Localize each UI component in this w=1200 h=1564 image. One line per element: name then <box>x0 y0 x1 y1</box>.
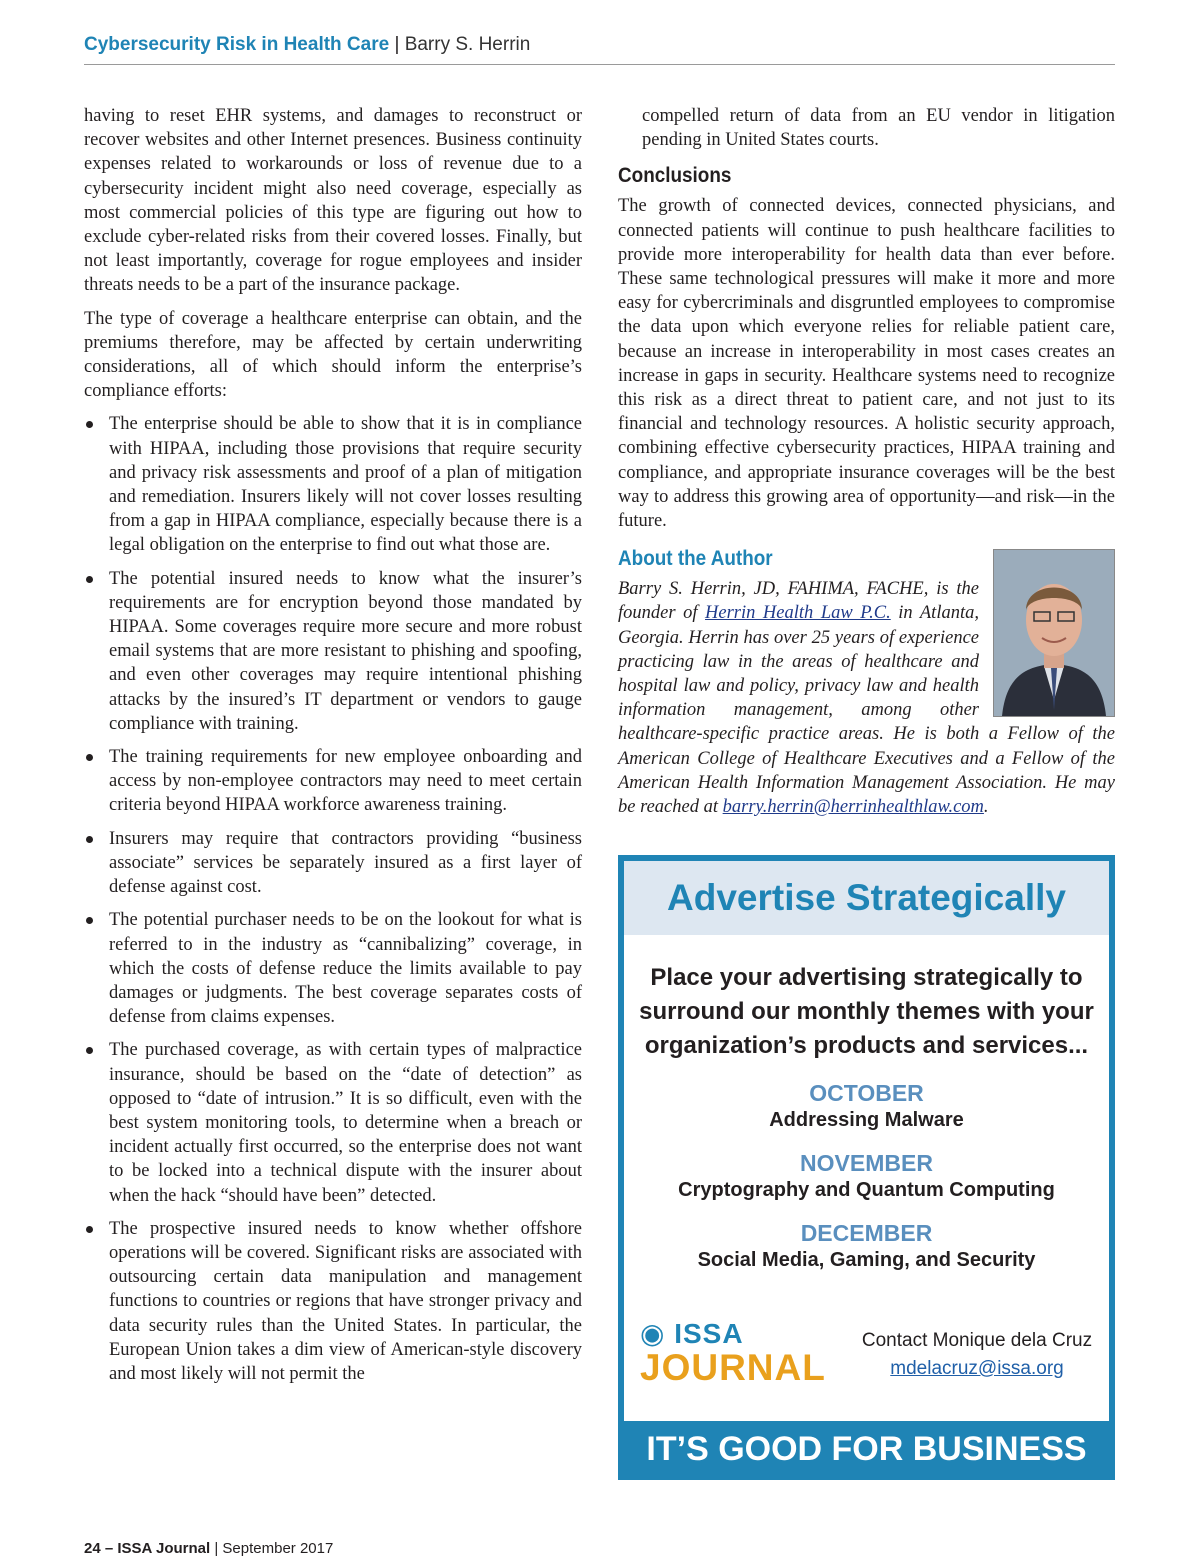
month-theme <box>624 1079 1109 1133</box>
author-email-link[interactable]: barry.herrin@herrinhealthlaw.com <box>722 797 984 818</box>
continued-bullet: compelled return of data from an EU vendor in litigation pending in United States courts. <box>642 106 1115 151</box>
header-author: Barry S. Herrin <box>404 34 531 55</box>
logo-journal: JOURNAL <box>640 1347 826 1388</box>
list-item: The prospective insured needs to know whether offshore operations will be covered. Significant risks are associated with outsourcing certain data manipulation and management functions to countries or regions that have stronger privacy and data security rules than the United States. In particular, the European Union takes a dim view of American-style discovery and most likely will not permit the <box>84 1217 582 1386</box>
left-column <box>84 104 582 1395</box>
issa-journal-logo <box>640 1319 840 1389</box>
contact-name: Contact Monique dela Cruz <box>861 1330 1093 1351</box>
list-item: Insurers may require that contractors providing “business associate” services be separately insured as a first layer of defense against cost. <box>84 827 582 900</box>
right-column <box>618 104 1115 819</box>
list-item: The potential purchaser needs to be on the lookout for what is referred to in the industry as “cannibalizing” coverage, in which the costs of defense reduce the limits available to pay damages or judgments. The best coverage separates costs of defense from claims expenses. <box>84 908 582 1029</box>
month-name: DECEMBER <box>800 1220 933 1246</box>
month-name: OCTOBER <box>809 1080 924 1106</box>
footer-date: September 2017 <box>222 1540 334 1557</box>
bio-text-part: in Atlanta, Georgia. Herrin has over 25 years of experience practicing law in the areas of healthcare and hospital law and policy, privacy law and health information management, among other healthcare-specific practice areas. He is both a Fellow of the American College of Healthcare Executives and a Fellow of the American Health Information Management Association. He may be reached at <box>618 603 1115 818</box>
footer-page: 24 – ISSA Journal <box>84 1540 211 1557</box>
header-title: Cybersecurity Risk in Health Care <box>84 34 390 55</box>
conclusions-paragraph: The growth of connected devices, connected physicians, and connected patients will continue to push healthcare facilities to provide more interoperability for health data than ever before. These same technological pressures will make it more and more easy for cybercriminals and disgruntled employees to compromise the data upon which everyone relies for reliable patient care, because an increase in interoperability in most cases creates an increase in gaps in security. Healthcare systems need to recognize this risk as a direct threat to patient care, and not just to its financial and technology resources. A holistic security approach, combining effective cybersecurity practices, HIPAA training and compliance, and appropriate insurance coverages will be the best way to address this growing area of opportunity—and risk—in the future. <box>618 196 1115 532</box>
bio-text-part: Barry S. Herrin, JD, FAHIMA, FACHE, is the founder of <box>618 579 979 624</box>
ad-contact <box>846 1327 1108 1383</box>
ad-tagline: IT’S GOOD FOR BUSINESS <box>646 1430 1087 1468</box>
author-photo <box>993 549 1115 717</box>
author-bio <box>618 577 1115 819</box>
month-topic: Social Media, Gaming, and Security <box>697 1249 1036 1271</box>
considerations-list <box>84 412 582 1386</box>
advertisement-body <box>624 861 1109 1421</box>
conclusions-heading: Conclusions <box>618 164 732 188</box>
running-header <box>84 34 1115 65</box>
page-footer <box>84 1540 333 1557</box>
bio-text-part: . <box>983 797 989 818</box>
month-topic: Cryptography and Quantum Computing <box>678 1179 1055 1201</box>
firm-link[interactable]: Herrin Health Law P.C. <box>705 603 891 624</box>
globe-icon: ◉ <box>640 1318 666 1349</box>
month-theme <box>624 1149 1109 1203</box>
list-item: The purchased coverage, as with certain types of malpractice insurance, should be based on the “date of detection” as opposed to “date of intrusion.” It is so difficult, even with the best system monitoring tools, to determine when a breach or incident actually first occurred, so the enterprise does not want to be locked into a technical dispute with the insurer about when the hack “should have been” detected. <box>84 1038 582 1207</box>
footer-separator: | <box>214 1540 219 1557</box>
list-item: The enterprise should be able to show that it is in compliance with HIPAA, including those provisions that require security and privacy risk assessments and proof of a plan of mitigation and remediation. Insurers likely will not cover losses resulting from a gap in HIPAA compliance, especially because there is a legal obligation on the enterprise to find out what those are. <box>84 412 582 557</box>
list-item: The potential insured needs to know what the insurer’s requirements are for encryption beyond those mandated by HIPAA. Some coverages require more secure and more robust email systems that are more resistant to phishing and spoofing, and even other coverages may require intentional phishing attacks by the insured’s IT department or vendors to gauge compliance with training. <box>84 567 582 736</box>
month-name: NOVEMBER <box>800 1150 933 1176</box>
month-topic: Addressing Malware <box>769 1109 964 1131</box>
advertisement <box>618 855 1115 1480</box>
paragraph: The type of coverage a healthcare enterprise can obtain, and the premiums therefore, may be affected by certain underwriting considerations, all of which should inform the enterprise’s compliance efforts: <box>84 308 582 402</box>
ad-heading: Advertise Strategically <box>624 861 1109 935</box>
paragraph: having to reset EHR systems, and damages to reconstruct or recover websites and other Internet presences. Business continuity expenses related to workarounds or loss of revenue due to a cybersecurity incident might also need coverage, especially as most commercial policies of this type are figuring out how to exclude cyber-related risks from their covered losses. Finally, but not least importantly, coverage for rogue employees and insider threats needs to be a part of the insurance package. <box>84 106 582 296</box>
about-author-heading: About the Author <box>618 547 773 571</box>
header-separator: | <box>394 34 400 55</box>
contact-email-link[interactable]: mdelacruz@issa.org <box>890 1358 1064 1379</box>
ad-lead-text: Place your advertising strategically to surround our monthly themes with your organization’s products and services... <box>639 964 1094 1059</box>
logo-issa <box>640 1319 840 1349</box>
logo-issa-text: ISSA <box>674 1318 744 1349</box>
month-theme <box>624 1219 1109 1273</box>
list-item: The training requirements for new employee onboarding and access by non-employee contractors may need to meet certain criteria beyond HIPAA workforce awareness training. <box>84 745 582 818</box>
